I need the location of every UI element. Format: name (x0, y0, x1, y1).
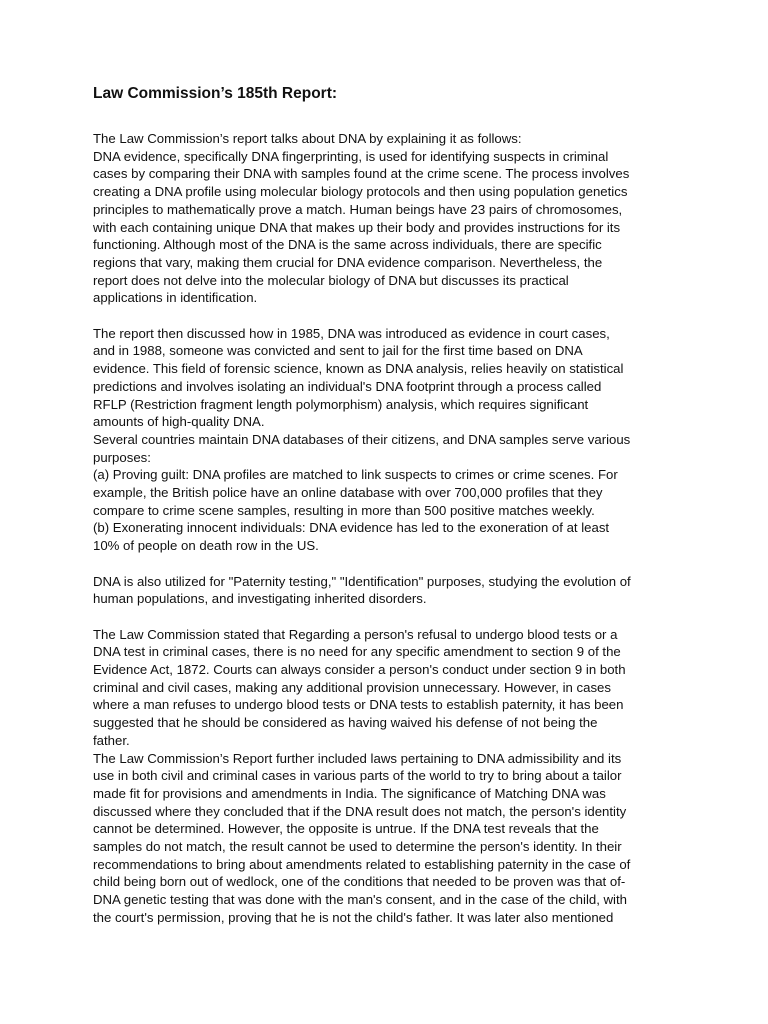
text-line: principles to mathematically prove a match. Human beings have 23 pairs of chromosomes, (93, 201, 623, 217)
text-line: example, the British police have an online database with over 700,000 profiles that they (93, 485, 603, 501)
text-line: DNA is also utilized for "Paternity testing," "Identification" purposes, studying the evolution of (93, 573, 631, 589)
text-line: purposes: (93, 449, 151, 465)
text-line: The Law Commission’s Report further included laws pertaining to DNA admissibility and its (93, 750, 622, 766)
text-line: DNA genetic testing that was done with the man's consent, and in the case of the child, with (93, 892, 627, 908)
text-line: recommendations to bring about amendments related to establishing paternity in the case of (93, 856, 631, 872)
text-line: discussed where they concluded that if the DNA result does not match, the person's identity (93, 803, 627, 819)
text-line: regions that vary, making them crucial for DNA evidence comparison. Nevertheless, the (93, 254, 603, 270)
text-line: where a man refuses to undergo blood tests or DNA tests to establish paternity, it has been (93, 697, 624, 713)
document-title: Law Commission’s 185th Report: (93, 85, 338, 102)
text-line: use in both civil and criminal cases in various parts of the world to try to bring about a tailor (93, 768, 622, 784)
text-line: The Law Commission’s report talks about DNA by explaining it as follows: (93, 131, 522, 146)
paragraph-dna-definition (93, 130, 683, 307)
text-line: human populations, and investigating inherited disorders. (93, 591, 427, 607)
text-line: The report then discussed how in 1985, DNA was introduced as evidence in court cases, (93, 325, 610, 341)
text-line: cannot be determined. However, the opposite is untrue. If the DNA test reveals that the (93, 821, 599, 837)
text-line: applications in identification. (93, 290, 258, 306)
text-line: DNA test in criminal cases, there is no need for any specific amendment to section 9 of the (93, 644, 621, 660)
paragraph-dna-uses (93, 573, 683, 608)
text-line: Several countries maintain DNA databases of their citizens, and DNA samples serve various (93, 431, 631, 447)
text-line: (b) Exonerating innocent individuals: DNA evidence has led to the exoneration of at least (93, 520, 610, 536)
text-line: cases by comparing their DNA with samples found at the crime scene. The process involves (93, 166, 630, 182)
text-line: amounts of high-quality DNA. (93, 414, 265, 430)
text-line: suggested that he should be considered as having waived his defense of not being the (93, 715, 598, 731)
text-line: The Law Commission stated that Regarding a person's refusal to undergo blood tests or a (93, 626, 618, 642)
text-line: RFLP (Restriction fragment length polymorphism) analysis, which requires significant (93, 396, 589, 412)
document-page (93, 84, 683, 944)
text-line: father. (93, 732, 130, 748)
text-line: creating a DNA profile using molecular biology protocols and then using population genetics (93, 184, 628, 200)
text-line: functioning. Although most of the DNA is the same across individuals, there are specific (93, 237, 602, 253)
text-line: compare to crime scene samples, resulting in more than 500 positive matches weekly. (93, 502, 595, 518)
text-line: samples do not match, the result cannot be used to determine the person's identity. In their (93, 839, 622, 855)
text-line: the court's permission, proving that he is not the child's father. It was later also mentioned (93, 909, 614, 925)
text-line: with each containing unique DNA that makes up their body and provides instructions for its (93, 219, 621, 235)
text-line: Evidence Act, 1872. Courts can always consider a person's conduct under section 9 in both (93, 662, 626, 678)
text-line: criminal and civil cases, making any additional provision unnecessary. However, in cases (93, 679, 611, 695)
paragraph-law-commission (93, 626, 683, 927)
text-line: and in 1988, someone was convicted and sent to jail for the first time based on DNA (93, 343, 583, 359)
text-line: predictions and involves isolating an individual's DNA footprint through a process called (93, 378, 602, 394)
text-line: made fit for provisions and amendments in India. The significance of Matching DNA was (93, 785, 606, 801)
text-line: (a) Proving guilt: DNA profiles are matched to link suspects to crimes or crime scenes. For (93, 467, 618, 483)
text-line: 10% of people on death row in the US. (93, 538, 319, 554)
text-line: evidence. This field of forensic science, known as DNA analysis, relies heavily on statistical (93, 361, 624, 377)
text-line: child being born out of wedlock, one of the conditions that needed to be proven was that of- (93, 874, 626, 890)
text-line: DNA evidence, specifically DNA fingerprinting, is used for identifying suspects in criminal (93, 148, 609, 164)
text-line: report does not delve into the molecular biology of DNA but discusses its practical (93, 272, 569, 288)
paragraph-dna-history (93, 325, 683, 555)
